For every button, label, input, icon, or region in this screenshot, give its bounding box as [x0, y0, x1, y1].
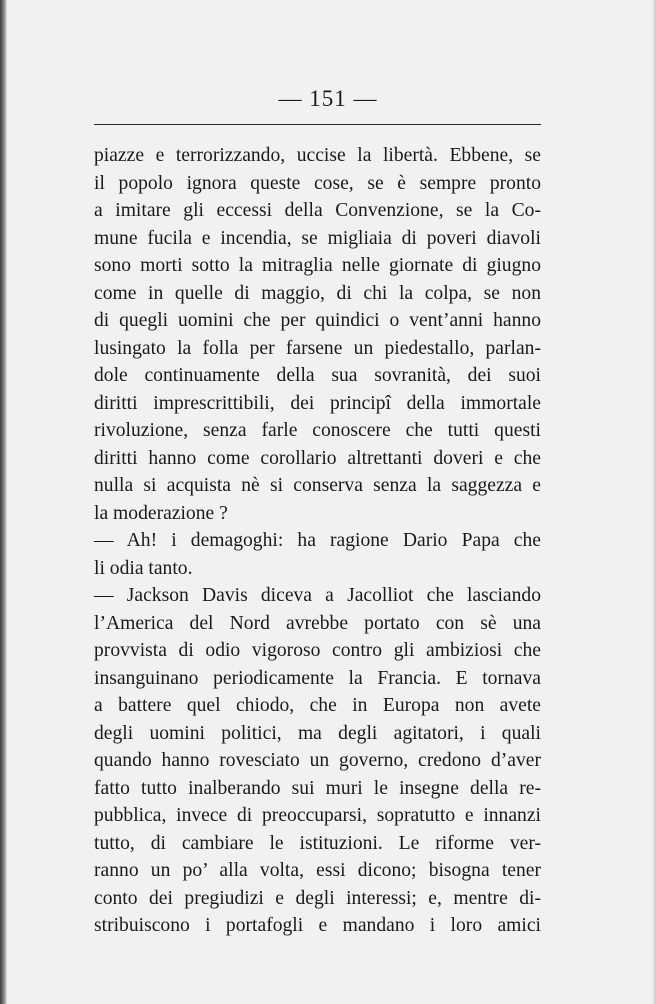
page-edge: [652, 0, 656, 1004]
text-line: di quegli uomini che per quindici o vent’anni hanno: [94, 310, 541, 331]
text-line: provvista di odio vigoroso contro gli ambiziosi che: [94, 640, 541, 661]
text-line: — Ah! i demagoghi: ha ragione Dario Papa che: [94, 530, 541, 551]
text-line: diritti hanno come corollario altrettanti doveri e che: [94, 447, 541, 469]
body-text: [94, 142, 541, 940]
text-line: conto dei pregiudizi e degli interessi; e, mentre di-: [94, 887, 541, 909]
text-line: piazze e terrorizzando, uccise la libertà. Ebbene, se: [94, 145, 541, 166]
text-line: a battere quel chiodo, che in Europa non avete: [94, 695, 541, 716]
text-line: dole continuamente della sua sovranità, dei suoi: [94, 365, 541, 386]
text-line: fatto tutto inalberando sui muri le insegne della re-: [94, 777, 541, 799]
header-rule: [94, 124, 541, 125]
text-line: sono morti sotto la mitraglia nelle giornate di giugno: [94, 255, 541, 276]
text-line: degli uomini politici, ma degli agitatori, i quali: [94, 722, 541, 744]
text-line: a imitare gli eccessi della Convenzione, se la Co-: [94, 200, 541, 221]
text-line: ranno un po’ alla volta, essi dicono; bisogna tener: [94, 860, 541, 881]
text-line: nulla si acquista nè si conserva senza la saggezza e: [94, 475, 541, 496]
text-line: quando hanno rovesciato un governo, credono d’aver: [94, 750, 541, 771]
text-line: insanguinano periodicamente la Francia. E tornava: [94, 667, 541, 689]
text-line: come in quelle di maggio, di chi la colpa, se non: [94, 282, 541, 304]
text-line: rivoluzione, senza farle conoscere che tutti questi: [94, 420, 541, 441]
text-line: tutto, di cambiare le istituzioni. Le riforme ver-: [94, 832, 541, 854]
text-line: mune fucila e incendia, se migliaia di poveri diavoli: [94, 227, 541, 249]
text-line: lusingato la folla per farsene un piedestallo, parlan-: [94, 337, 541, 359]
text-line: l’America del Nord avrebbe portato con sè una: [94, 612, 541, 634]
text-line: la moderazione ?: [94, 502, 228, 524]
text-line: — Jackson Davis diceva a Jacolliot che lasciando: [94, 585, 541, 606]
text-line: li odia tanto.: [94, 557, 193, 579]
page-number: — 151 —: [278, 86, 378, 111]
text-line: pubblica, invece di preoccuparsi, sopratutto e innanzi: [94, 805, 541, 826]
text-line: il popolo ignora queste cose, se è sempre pronto: [94, 172, 541, 194]
text-line: diritti imprescrittibili, dei principî della immortale: [94, 392, 541, 414]
book-spine-shadow: [0, 0, 7, 1004]
text-line: stribuiscono i portafogli e mandano i loro amici: [94, 915, 541, 936]
